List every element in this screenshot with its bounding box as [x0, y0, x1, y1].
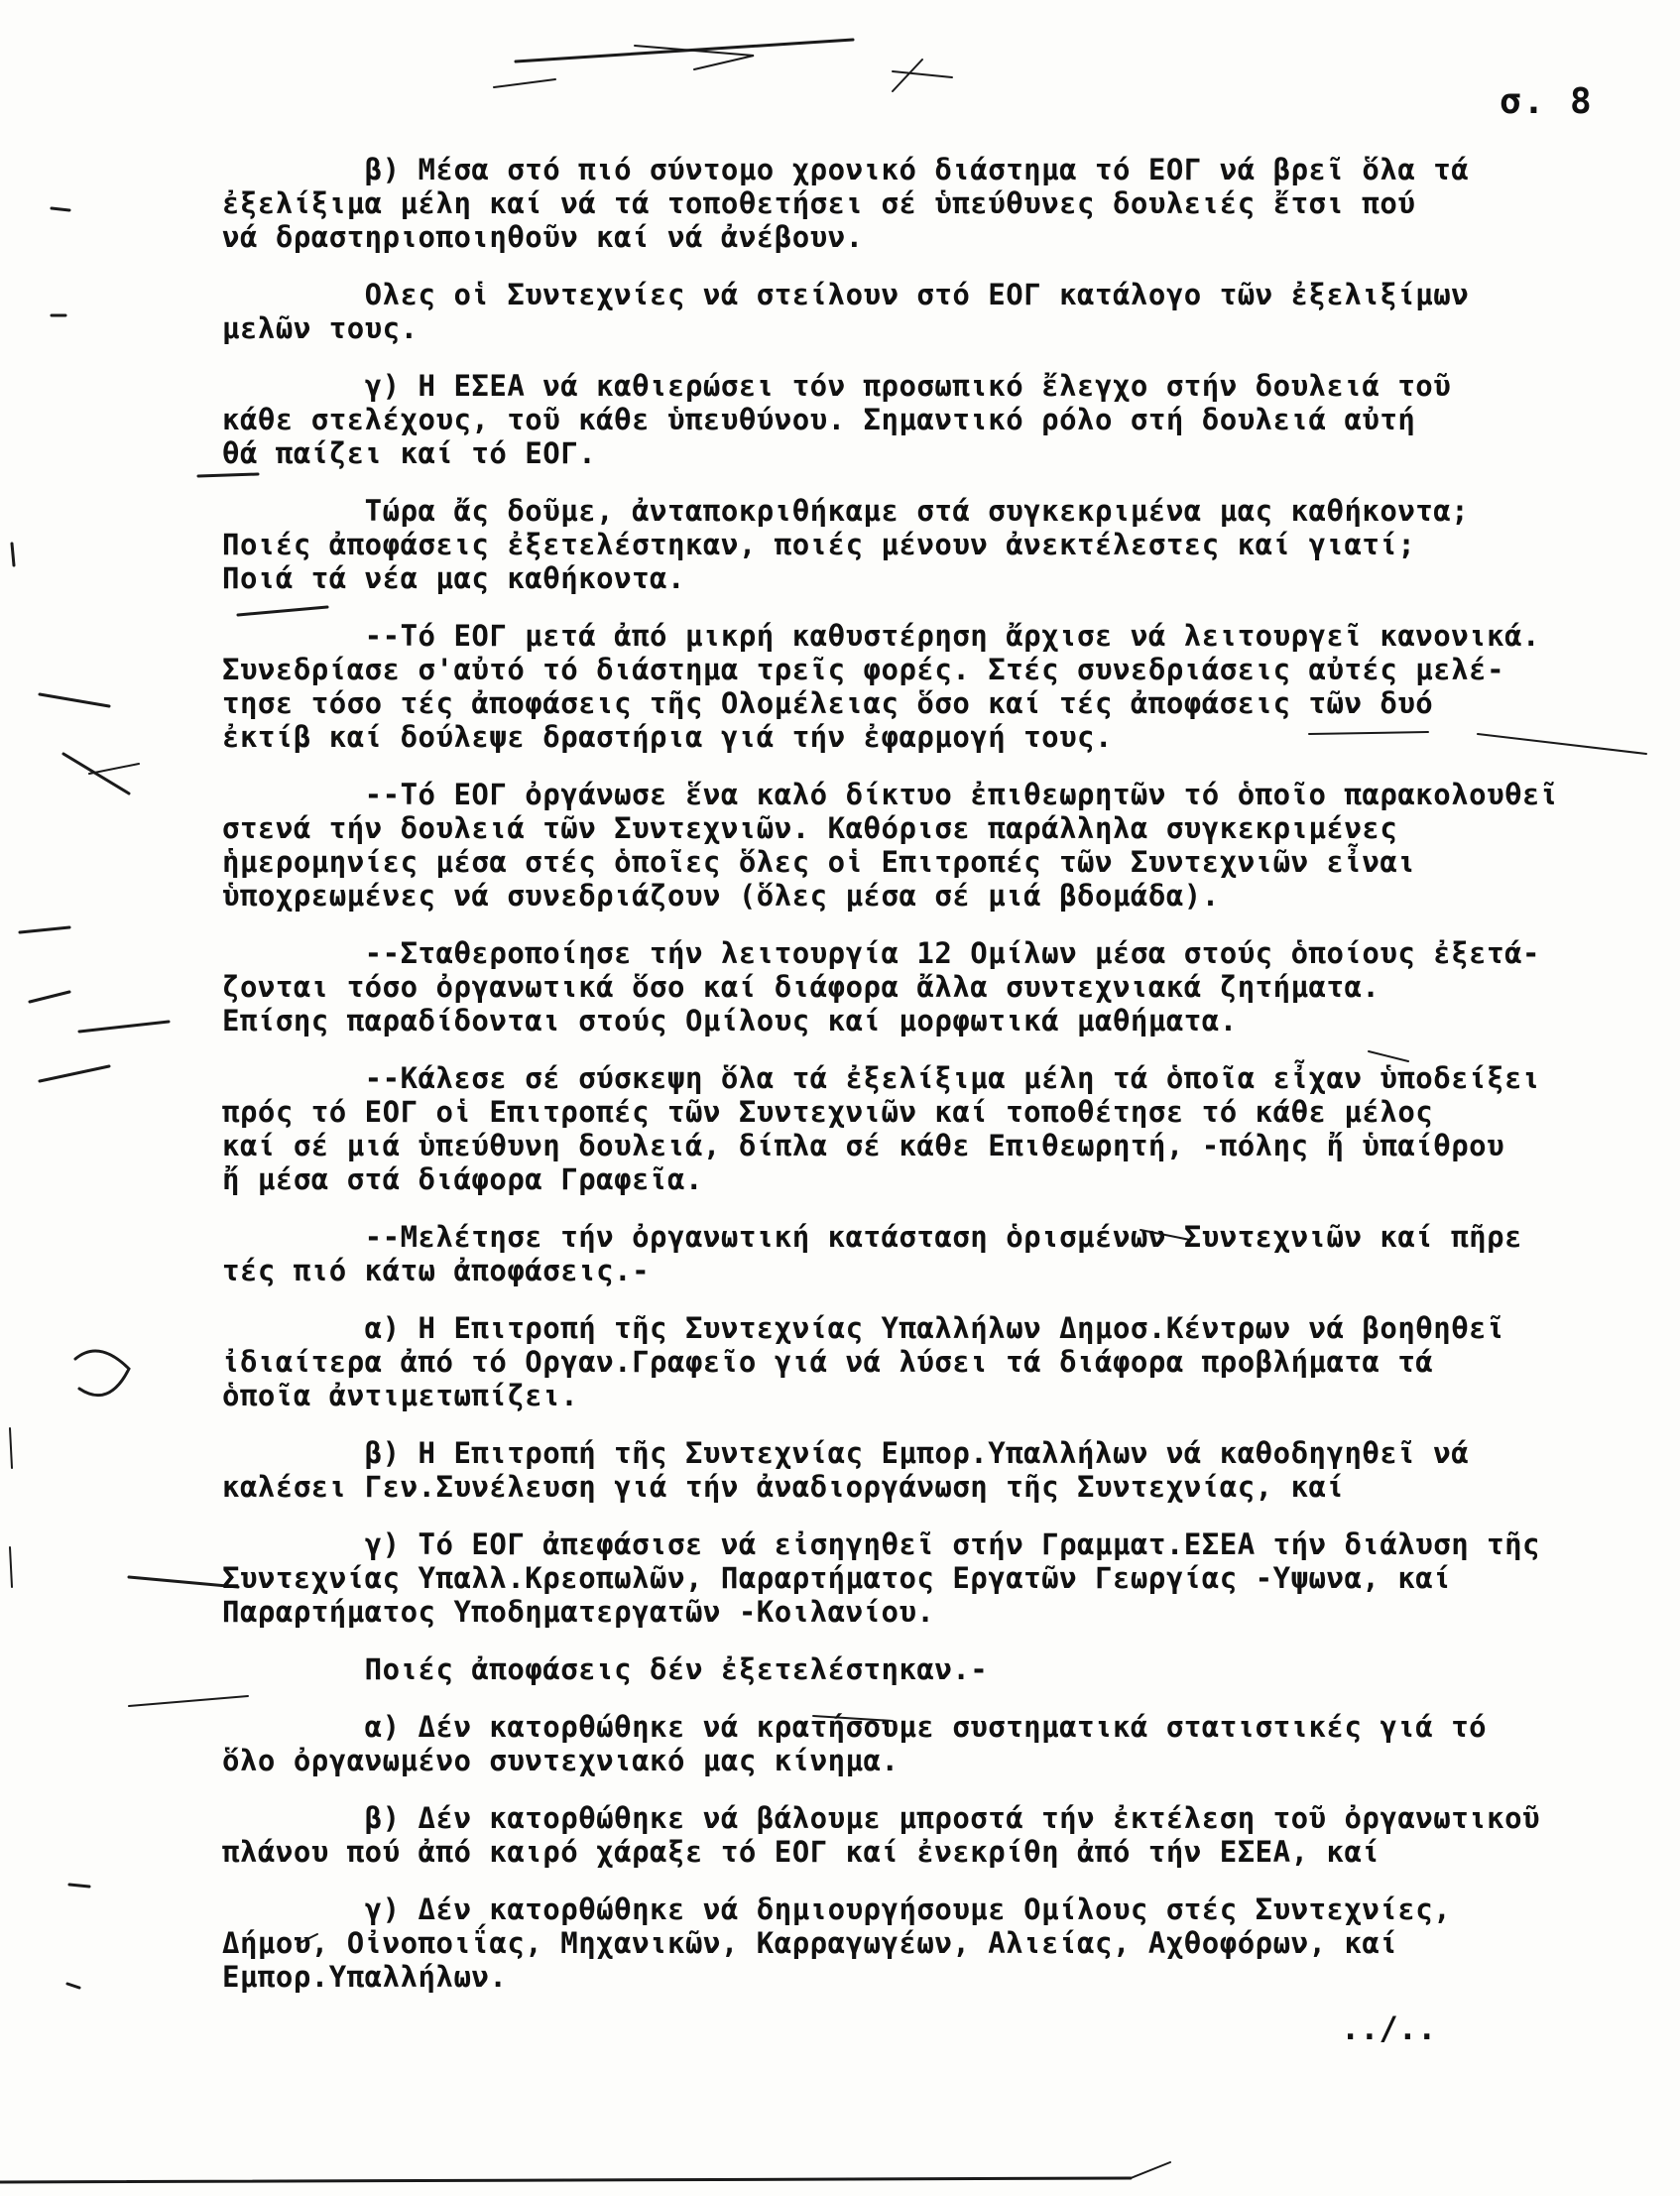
text-line: --Μελέτησε τήν ὀργανωτική κατάσταση ὁρισμένων Συντεχνιῶν καί πῆρε	[222, 1220, 1523, 1254]
page-number: σ. 8	[1500, 81, 1594, 122]
text-line: ὁποῖα ἀντιμετωπίζει.	[222, 1379, 579, 1412]
text-line: Εμπορ.Υπαλλήλων.	[222, 1960, 508, 1994]
text-line: β) Δέν κατορθώθηκε νά βάλουμε μπροστά τήν ἐκτέλεση τοῦ ὀργανωτικοῦ	[222, 1801, 1541, 1835]
text-line: Ολες οἱ Συντεχνίες νά στείλουν στό ΕΟΓ κατάλογο τῶν ἐξελιξίμων	[222, 278, 1470, 311]
paragraph	[222, 1436, 1650, 1504]
paragraph	[222, 1311, 1650, 1412]
text-line: γ) Δέν κατορθώθηκε νά δημιουργήσουμε Ομίλους στές Συντεχνίες,	[222, 1892, 1452, 1926]
text-line: τές πιό κάτω ἀποφάσεις.-	[222, 1254, 651, 1287]
text-line: τησε τόσο τές ἀποφάσεις τῆς Ολομέλειας ὅσο καί τές ἀποφάσεις τῶν δυό	[222, 686, 1434, 720]
text-line: ὅλο ὀργανωμένο συντεχνιακό μας κίνημα.	[222, 1744, 900, 1777]
paragraph	[222, 278, 1650, 345]
text-line: Ποιές ἀποφάσεις δέν ἐξετελέστηκαν.-	[222, 1652, 989, 1686]
text-line: Επίσης παραδίδονται στούς Ομίλους καί μορφωτικά μαθήματα.	[222, 1004, 1238, 1037]
text-line: μελῶν τους.	[222, 311, 419, 345]
text-line: Δήμου, Οἰνοποιΐας, Μηχανικῶν, Καρραγωγέων, Αλιείας, Αχθοφόρων, καί	[222, 1926, 1398, 1960]
text-line: νά δραστηριοποιηθοῦν καί νά ἀνέβουν.	[222, 220, 864, 254]
text-line: καλέσει Γεν.Συνέλευση γιά τήν ἀναδιοργάνωση τῆς Συντεχνίας, καί	[222, 1470, 1345, 1504]
paragraph	[222, 936, 1650, 1037]
paragraph	[222, 1220, 1650, 1287]
text-line: β) Μέσα στό πιό σύντομο χρονικό διάστημα τό ΕΟΓ νά βρεῖ ὅλα τά	[222, 153, 1470, 186]
text-line: ἤ μέσα στά διάφορα Γραφεῖα.	[222, 1162, 703, 1196]
text-line: Ποιές ἀποφάσεις ἐξετελέστηκαν, ποιές μένουν ἀνεκτέλεστες καί γιατί;	[222, 528, 1416, 561]
paragraph	[222, 1061, 1650, 1196]
document-body	[222, 153, 1650, 2017]
text-line: ζονται τόσο ὀργανωτικά ὅσο καί διάφορα ἄλλα συντεχνιακά ζητήματα.	[222, 970, 1380, 1004]
paragraph	[222, 778, 1650, 913]
text-line: πλάνου πού ἀπό καιρό χάραξε τό ΕΟΓ καί ἐνεκρίθη ἀπό τήν ΕΣΕΑ, καί	[222, 1835, 1380, 1869]
paragraph	[222, 619, 1650, 754]
text-line: ὑποχρεωμένες νά συνεδριάζουν (ὅλες μέσα σέ μιά βδομάδα).	[222, 879, 1220, 913]
text-line: ἡμερομηνίες μέσα στές ὁποῖες ὅλες οἱ Επιτροπές τῶν Συντεχνιῶν εἶναι	[222, 845, 1416, 879]
text-line: γ) Τό ΕΟΓ ἀπεφάσισε νά εἰσηγηθεῖ στήν Γραμματ.ΕΣΕΑ τήν διάλυση τῆς	[222, 1527, 1541, 1561]
text-line: --Τό ΕΟΓ ὀργάνωσε ἕνα καλό δίκτυο ἐπιθεωρητῶν τό ὁποῖο παρακολουθεῖ	[222, 778, 1558, 811]
paragraph	[222, 1801, 1650, 1869]
text-line: --Τό ΕΟΓ μετά ἀπό μικρή καθυστέρηση ἄρχισε νά λειτουργεῖ κανονικά.	[222, 619, 1541, 653]
text-line: --Κάλεσε σέ σύσκεψη ὅλα τά ἐξελίξιμα μέλη τά ὁποῖα εἶχαν ὑποδείξει	[222, 1061, 1541, 1095]
text-line: κάθε στελέχους, τοῦ κάθε ὑπευθύνου. Σημαντικό ρόλο στή δουλειά αὐτή	[222, 403, 1416, 436]
text-line: ἐκτίβ καί δούλεψε δραστήρια γιά τήν ἐφαρμογή τους.	[222, 720, 1113, 754]
text-line: ἰδιαίτερα ἀπό τό Οργαν.Γραφεῖο γιά νά λύσει τά διάφορα προβλήματα τά	[222, 1345, 1434, 1379]
paragraph	[222, 1710, 1650, 1777]
text-line: Τώρα ἄς δοῦμε, ἀνταποκριθήκαμε στά συγκεκριμένα μας καθήκοντα;	[222, 494, 1470, 528]
text-line: Ποιά τά νέα μας καθήκοντα.	[222, 561, 685, 595]
paragraph	[222, 494, 1650, 595]
text-line: πρός τό ΕΟΓ οἱ Επιτροπές τῶν Συντεχνιῶν καί τοποθέτησε τό κάθε μέλος	[222, 1095, 1434, 1129]
text-line: θά παίζει καί τό ΕΟΓ.	[222, 436, 597, 470]
text-line: ἐξελίξιμα μέλη καί νά τά τοποθετήσει σέ ὑπεύθυνες δουλειές ἔτσι πού	[222, 186, 1416, 220]
text-line: Παραρτήματος Υποδηματεργατῶν -Κοιλανίου.	[222, 1595, 935, 1629]
paragraph	[222, 369, 1650, 470]
text-line: γ) Η ΕΣΕΑ νά καθιερώσει τόν προσωπικό ἔλεγχο στήν δουλειά τοῦ	[222, 369, 1452, 403]
paragraph	[222, 1527, 1650, 1629]
text-line: Συνεδρίασε σ'αὐτό τό διάστημα τρεῖς φορές. Στές συνεδριάσεις αὐτές μελέ-	[222, 653, 1505, 686]
text-line: --Σταθεροποίησε τήν λειτουργία 12 Ομίλων μέσα στούς ὁποίους ἐξετά-	[222, 936, 1541, 970]
text-line: στενά τήν δουλειά τῶν Συντεχνιῶν. Καθόρισε παράλληλα συγκεκριμένες	[222, 811, 1398, 845]
text-line: α) Η Επιτροπή τῆς Συντεχνίας Υπαλλήλων Δημοσ.Κέντρων νά βοηθηθεῖ	[222, 1311, 1505, 1345]
text-line: β) Η Επιτροπή τῆς Συντεχνίας Εμπορ.Υπαλλήλων νά καθοδηγηθεῖ νά	[222, 1436, 1470, 1470]
paragraph	[222, 1652, 1650, 1686]
paragraph	[222, 1892, 1650, 1994]
text-line: α) Δέν κατορθώθηκε νά κρατήσουμε συστηματικά στατιστικές γιά τό	[222, 1710, 1488, 1744]
continuation-mark: ../..	[1341, 2010, 1437, 2047]
text-line: καί σέ μιά ὑπεύθυνη δουλειά, δίπλα σέ κάθε Επιθεωρητή, -πόλης ἤ ὑπαίθρου	[222, 1129, 1505, 1162]
text-line: Συντεχνίας Υπαλλ.Κρεοπωλῶν, Παραρτήματος Εργατῶν Γεωργίας -Υψωνα, καί	[222, 1561, 1452, 1595]
paragraph	[222, 153, 1650, 254]
